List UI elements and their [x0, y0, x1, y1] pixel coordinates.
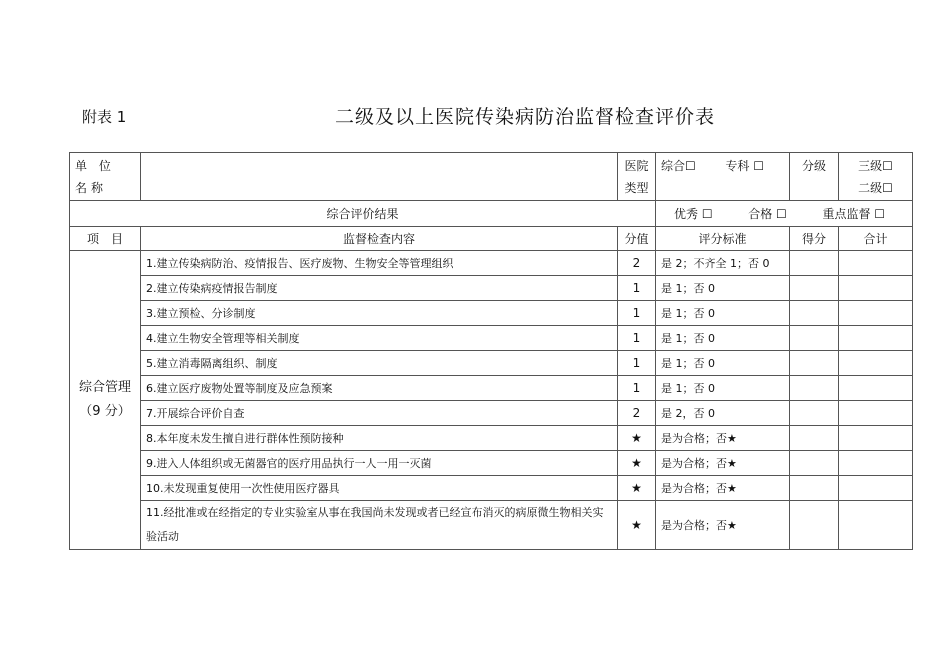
row-points: 1 [618, 301, 656, 326]
row-score[interactable] [790, 276, 839, 301]
row-points: ★ [618, 426, 656, 451]
row-points: 1 [618, 351, 656, 376]
excellent-checkbox[interactable]: 优秀 ☐ [674, 207, 713, 221]
row-points: ★ [618, 451, 656, 476]
table-row [70, 401, 913, 426]
row-content: 4.建立生物安全管理等相关制度 [141, 326, 618, 351]
row-total[interactable] [839, 351, 913, 376]
row-score[interactable] [790, 326, 839, 351]
grade-options[interactable] [839, 153, 913, 201]
row-score[interactable] [790, 401, 839, 426]
row-total[interactable] [839, 401, 913, 426]
row-standard: 是为合格；否★ [656, 451, 790, 476]
row-total[interactable] [839, 301, 913, 326]
table-row [70, 351, 913, 376]
row-content: 11.经批准或在经指定的专业实验室从事在我国尚未发现或者已经宣布消灭的病原微生物相关实验活动 [141, 501, 618, 550]
key-supervision-checkbox[interactable]: 重点监督 ☐ [822, 207, 886, 221]
type-general-checkbox[interactable]: 综合☐ [661, 159, 696, 173]
hospital-type-label: 医院类型 [618, 153, 656, 201]
row-content: 1.建立传染病防治、疫情报告、医疗废物、生物安全等管理组织 [141, 251, 618, 276]
row-total[interactable] [839, 451, 913, 476]
result-row [70, 201, 913, 227]
unit-row [70, 153, 913, 201]
row-total[interactable] [839, 376, 913, 401]
evaluation-table [69, 152, 913, 550]
row-points: 1 [618, 376, 656, 401]
row-content: 10.未发现重复使用一次性使用医疗器具 [141, 476, 618, 501]
row-standard: 是 1；否 0 [656, 376, 790, 401]
section-cell [70, 251, 141, 550]
row-standard: 是 2，否 0 [656, 401, 790, 426]
annex-label: 附表 1 [82, 108, 127, 126]
row-content: 7.开展综合评价自查 [141, 401, 618, 426]
result-label: 综合评价结果 [70, 201, 656, 227]
section-points: （9 分） [79, 404, 131, 419]
row-total[interactable] [839, 426, 913, 451]
row-total[interactable] [839, 326, 913, 351]
col-total: 合计 [839, 227, 913, 251]
table-row [70, 301, 913, 326]
table-row [70, 251, 913, 276]
grade-label: 分级 [790, 153, 839, 201]
qualified-checkbox[interactable]: 合格 ☐ [748, 207, 787, 221]
row-standard: 是为合格；否★ [656, 476, 790, 501]
table-row [70, 426, 913, 451]
col-content: 监督检查内容 [141, 227, 618, 251]
row-score[interactable] [790, 426, 839, 451]
page-title: 二级及以上医院传染病防治监督检查评价表 [334, 106, 715, 128]
table-row [70, 276, 913, 301]
result-options[interactable] [656, 201, 913, 227]
table-row [70, 376, 913, 401]
row-content: 6.建立医疗废物处置等制度及应急预案 [141, 376, 618, 401]
row-standard: 是为合格；否★ [656, 426, 790, 451]
row-points: 1 [618, 326, 656, 351]
row-score[interactable] [790, 501, 839, 550]
row-score[interactable] [790, 376, 839, 401]
row-standard: 是 1；否 0 [656, 301, 790, 326]
grade-3-checkbox[interactable]: 三级☐ [858, 158, 893, 173]
table-row [70, 451, 913, 476]
col-standard: 评分标准 [656, 227, 790, 251]
hospital-type-options[interactable] [656, 153, 790, 201]
row-points: ★ [618, 501, 656, 550]
row-points: 2 [618, 251, 656, 276]
table-row [70, 476, 913, 501]
col-item: 项 目 [70, 227, 141, 251]
unit-name-label: 单 位 名称 [70, 153, 141, 201]
row-score[interactable] [790, 476, 839, 501]
row-points: ★ [618, 476, 656, 501]
row-points: 2 [618, 401, 656, 426]
row-content: 9.进入人体组织或无菌器官的医疗用品执行一人一用一灭菌 [141, 451, 618, 476]
col-score: 得分 [790, 227, 839, 251]
col-points: 分值 [618, 227, 656, 251]
row-score[interactable] [790, 451, 839, 476]
row-total[interactable] [839, 501, 913, 550]
row-content: 8.本年度未发生擅自进行群体性预防接种 [141, 426, 618, 451]
grade-2-checkbox[interactable]: 二级☐ [858, 180, 893, 195]
row-points: 1 [618, 276, 656, 301]
column-header-row [70, 227, 913, 251]
row-total[interactable] [839, 276, 913, 301]
row-content: 3.建立预检、分诊制度 [141, 301, 618, 326]
row-standard: 是为合格；否★ [656, 501, 790, 550]
table-row [70, 501, 913, 550]
table-row [70, 326, 913, 351]
section-name: 综合管理 [78, 380, 131, 395]
row-content: 5.建立消毒隔离组织、制度 [141, 351, 618, 376]
type-special-checkbox[interactable]: 专科 ☐ [725, 159, 764, 173]
row-score[interactable] [790, 251, 839, 276]
row-standard: 是 1；否 0 [656, 326, 790, 351]
row-standard: 是 1；否 0 [656, 276, 790, 301]
row-content: 2.建立传染病疫情报告制度 [141, 276, 618, 301]
row-total[interactable] [839, 251, 913, 276]
row-score[interactable] [790, 301, 839, 326]
row-standard: 是 2；不齐全 1；否 0 [656, 251, 790, 276]
row-score[interactable] [790, 351, 839, 376]
unit-name-value[interactable] [141, 153, 618, 201]
row-total[interactable] [839, 476, 913, 501]
row-standard: 是 1；否 0 [656, 351, 790, 376]
